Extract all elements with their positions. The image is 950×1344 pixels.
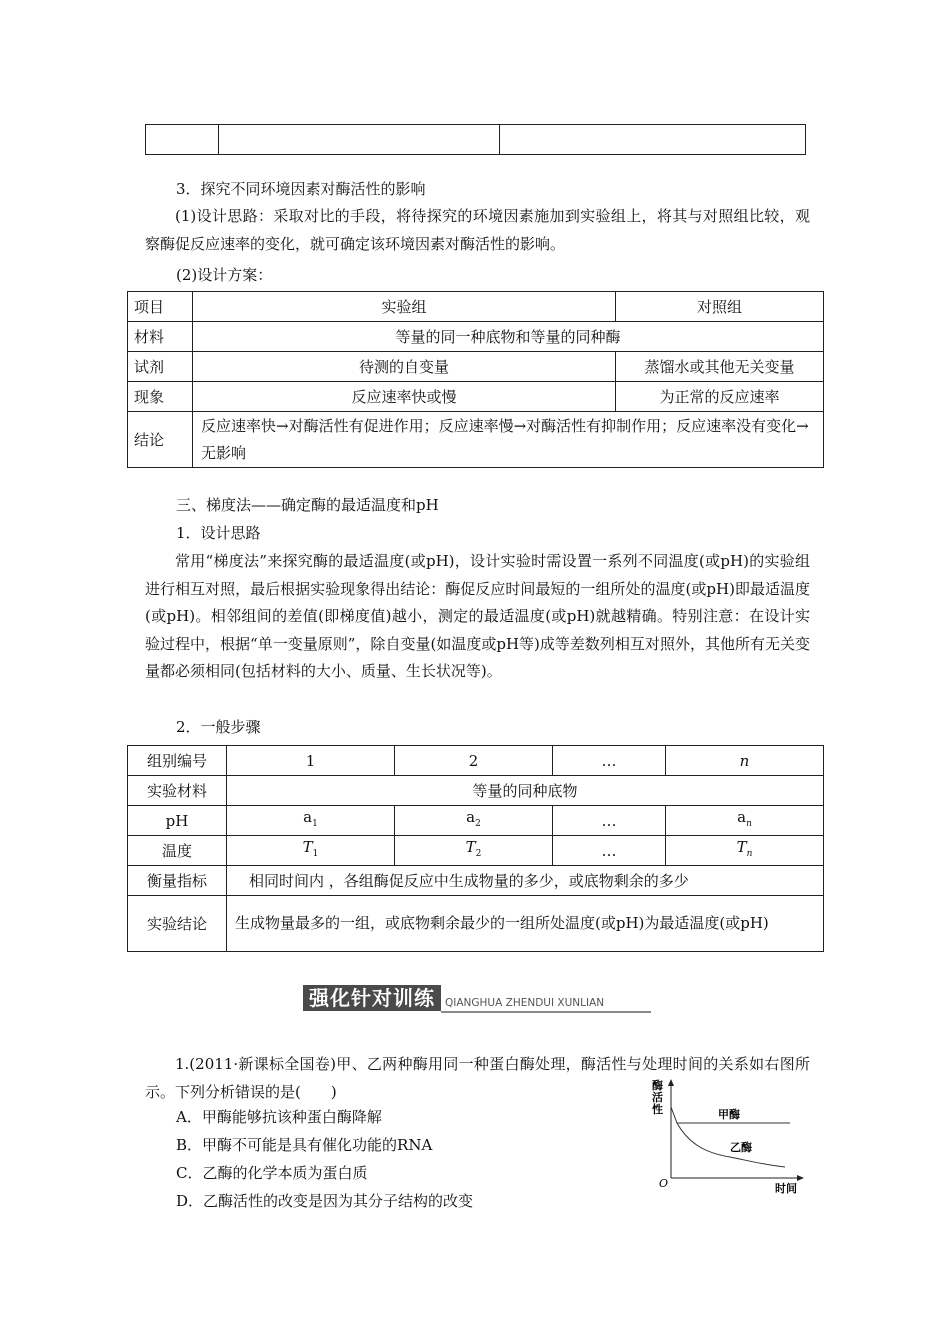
section-three-title: 三、梯度法——确定酶的最适温度和pH	[176, 496, 439, 514]
x-axis-arrow	[797, 1175, 804, 1181]
y-axis-arrow	[668, 1079, 674, 1086]
x-axis-label: 时间	[775, 1182, 797, 1195]
subscript: n	[746, 849, 753, 859]
subscript: 1	[312, 849, 319, 859]
option-c: C．乙酶的化学本质为蛋白质	[176, 1164, 368, 1182]
enzyme-activity-figure	[650, 1075, 810, 1200]
option-a: A．甲酶能够抗该种蛋白酶降解	[176, 1108, 382, 1126]
cell: 试剂	[128, 352, 193, 382]
cell: n	[666, 746, 824, 776]
text: a	[303, 808, 313, 826]
cell: 现象	[128, 382, 193, 412]
cell: 蒸馏水或其他无关变量	[616, 352, 824, 382]
subscript: n	[746, 819, 752, 829]
cell: 反应速率快→对酶活性有促进作用；反应速率慢→对酶活性有抑制作用；反应速率没有变化→无影响	[193, 412, 824, 468]
text: a	[466, 808, 476, 826]
cell: 为正常的反应速率	[616, 382, 824, 412]
cell: …	[553, 836, 666, 866]
subscript: 2	[475, 849, 482, 859]
cell: 材料	[128, 322, 193, 352]
section3-heading: 3．探究不同环境因素对酶活性的影响	[176, 180, 426, 198]
series-yi-label: 乙酶	[730, 1141, 752, 1154]
cell	[666, 806, 824, 836]
cell: 等量的同一种底物和等量的同种酶	[193, 322, 824, 352]
cell: 生成物量最多的一组，或底物剩余最少的一组所处温度(或pH)为最适温度(或pH)	[227, 896, 824, 952]
y-axis-label-3: 性	[652, 1103, 663, 1116]
section-three-sub1: 1．设计思路	[176, 524, 261, 542]
cell: 实验材料	[128, 776, 227, 806]
cell: 2	[395, 746, 553, 776]
cell: pH	[128, 806, 227, 836]
cell: 反应速率快或慢	[193, 382, 616, 412]
cell	[500, 125, 806, 155]
cell	[395, 806, 553, 836]
cell: 组别编号	[128, 746, 227, 776]
section-three-sub2: 2．一般步骤	[176, 718, 261, 736]
cell: …	[553, 746, 666, 776]
cell: 对照组	[616, 292, 824, 322]
series-jia-label: 甲酶	[718, 1108, 740, 1121]
option-b: B．甲酶不可能是具有催化功能的RNA	[176, 1136, 433, 1154]
cell	[227, 806, 395, 836]
section3-design-label: (2)设计方案：	[176, 266, 273, 284]
cell: 衡量指标	[128, 866, 227, 896]
text: a	[737, 808, 747, 826]
cell: 结论	[128, 412, 193, 468]
text: T	[465, 838, 476, 856]
cell: 等量的同种底物	[227, 776, 824, 806]
text: T	[302, 838, 313, 856]
section3-paragraph: (1)设计思路：采取对比的手段，将待探究的环境因素施加到实验组上，将其与对照组比较，观察酶促反应速率的变化，就可确定该环境因素对酶活性的影响。	[145, 207, 810, 253]
cell	[146, 125, 219, 155]
y-axis-label-2: 活	[652, 1091, 663, 1104]
cell: 温度	[128, 836, 227, 866]
cell	[227, 836, 395, 866]
top-table-fragment	[145, 124, 806, 155]
cell: …	[553, 806, 666, 836]
question-stem: 1.(2011·新课标全国卷)甲、乙两种酶用同一种蛋白酶处理，酶活性与处理时间的关系如右图所示。下列分析错误的是( )	[145, 1055, 810, 1101]
section-banner-subtitle: QIANGHUA ZHENDUI XUNLIAN	[441, 995, 651, 1013]
design-table	[127, 291, 824, 468]
cell: 1	[227, 746, 395, 776]
cell: 项目	[128, 292, 193, 322]
cell	[666, 836, 824, 866]
section-banner: 强化针对训练	[303, 985, 441, 1011]
subscript: 2	[475, 819, 481, 829]
y-axis-label-1: 酶	[652, 1079, 663, 1092]
text: T	[736, 838, 747, 856]
subscript: 1	[312, 819, 318, 829]
cell: 实验结论	[128, 896, 227, 952]
cell	[219, 125, 500, 155]
cell: 相同时间内 ，各组酶促反应中生成物量的多少，或底物剩余的多少	[227, 866, 824, 896]
cell: 实验组	[193, 292, 616, 322]
option-d: D．乙酶活性的改变是因为其分子结构的改变	[176, 1192, 474, 1210]
section-three-paragraph: 常用“梯度法”来探究酶的最适温度(或pH)，设计实验时需设置一系列不同温度(或pH)的实验组进行相互对照，最后根据实验现象得出结论：酶促反应时间最短的一组所处的温度(或pH)即最适温度(或pH)。相邻组间的差值(即梯度值)越小，测定的最适温度(或pH)就越精确。特别注意：在设计实验过程中，根据“单一变量原则”，除自变量(如温度或pH等)成等差数列相互对照外，其他所有无关变量都必须相同(包括材料的大小、质量、生长状况等)。	[145, 552, 810, 680]
cell	[395, 836, 553, 866]
steps-table	[127, 745, 824, 952]
origin-label: O	[659, 1177, 669, 1190]
cell: 待测的自变量	[193, 352, 616, 382]
